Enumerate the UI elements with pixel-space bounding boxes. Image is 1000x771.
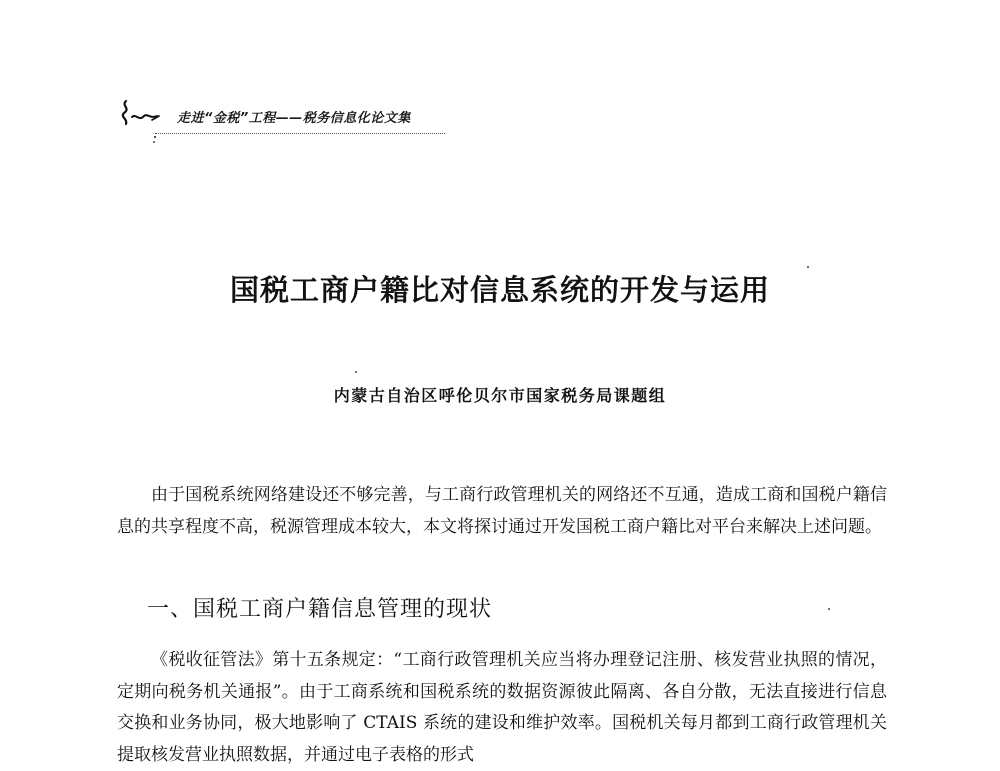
document-title: 国税工商户籍比对信息系统的开发与运用 [229, 273, 770, 307]
running-header [117, 97, 447, 142]
running-header-text: 走进“金税”工程——税务信息化论文集 [177, 111, 411, 126]
scan-speck [355, 371, 357, 373]
section-heading: 一、国税工商户籍信息管理的现状 [147, 597, 493, 622]
author-line: 内蒙古自治区呼伦贝尔市国家税务局课题组 [333, 386, 667, 405]
scan-speck [828, 608, 830, 610]
intro-paragraph: 由于国税系统网络建设还不够完善，与工商行政管理机关的网络还不互通，造成工商和国税户籍信息的共享程度不高，税源管理成本较大，本文将探讨通过开发国税工商户籍比对平台来解决上述问题。 [117, 485, 887, 537]
scan-speck [807, 266, 809, 268]
scan-speck [153, 141, 155, 143]
body-paragraph: 《税收征管法》第十五条规定：“工商行政管理机关应当将办理登记注册、核发营业执照的情况，定期向税务机关通报”。由于工商系统和国税系统的数据资源彼此隔离、各自分散，无法直接进行信息交换和业务协同，极大地影响了 CTAIS 系统的建设和维护效率。国税机关每月都到工商行政管理机关提取核发营业执照数据，并通过电子表格的形式 [117, 650, 887, 765]
header-divider [155, 133, 445, 134]
calligraphy-logo-icon [117, 97, 165, 133]
